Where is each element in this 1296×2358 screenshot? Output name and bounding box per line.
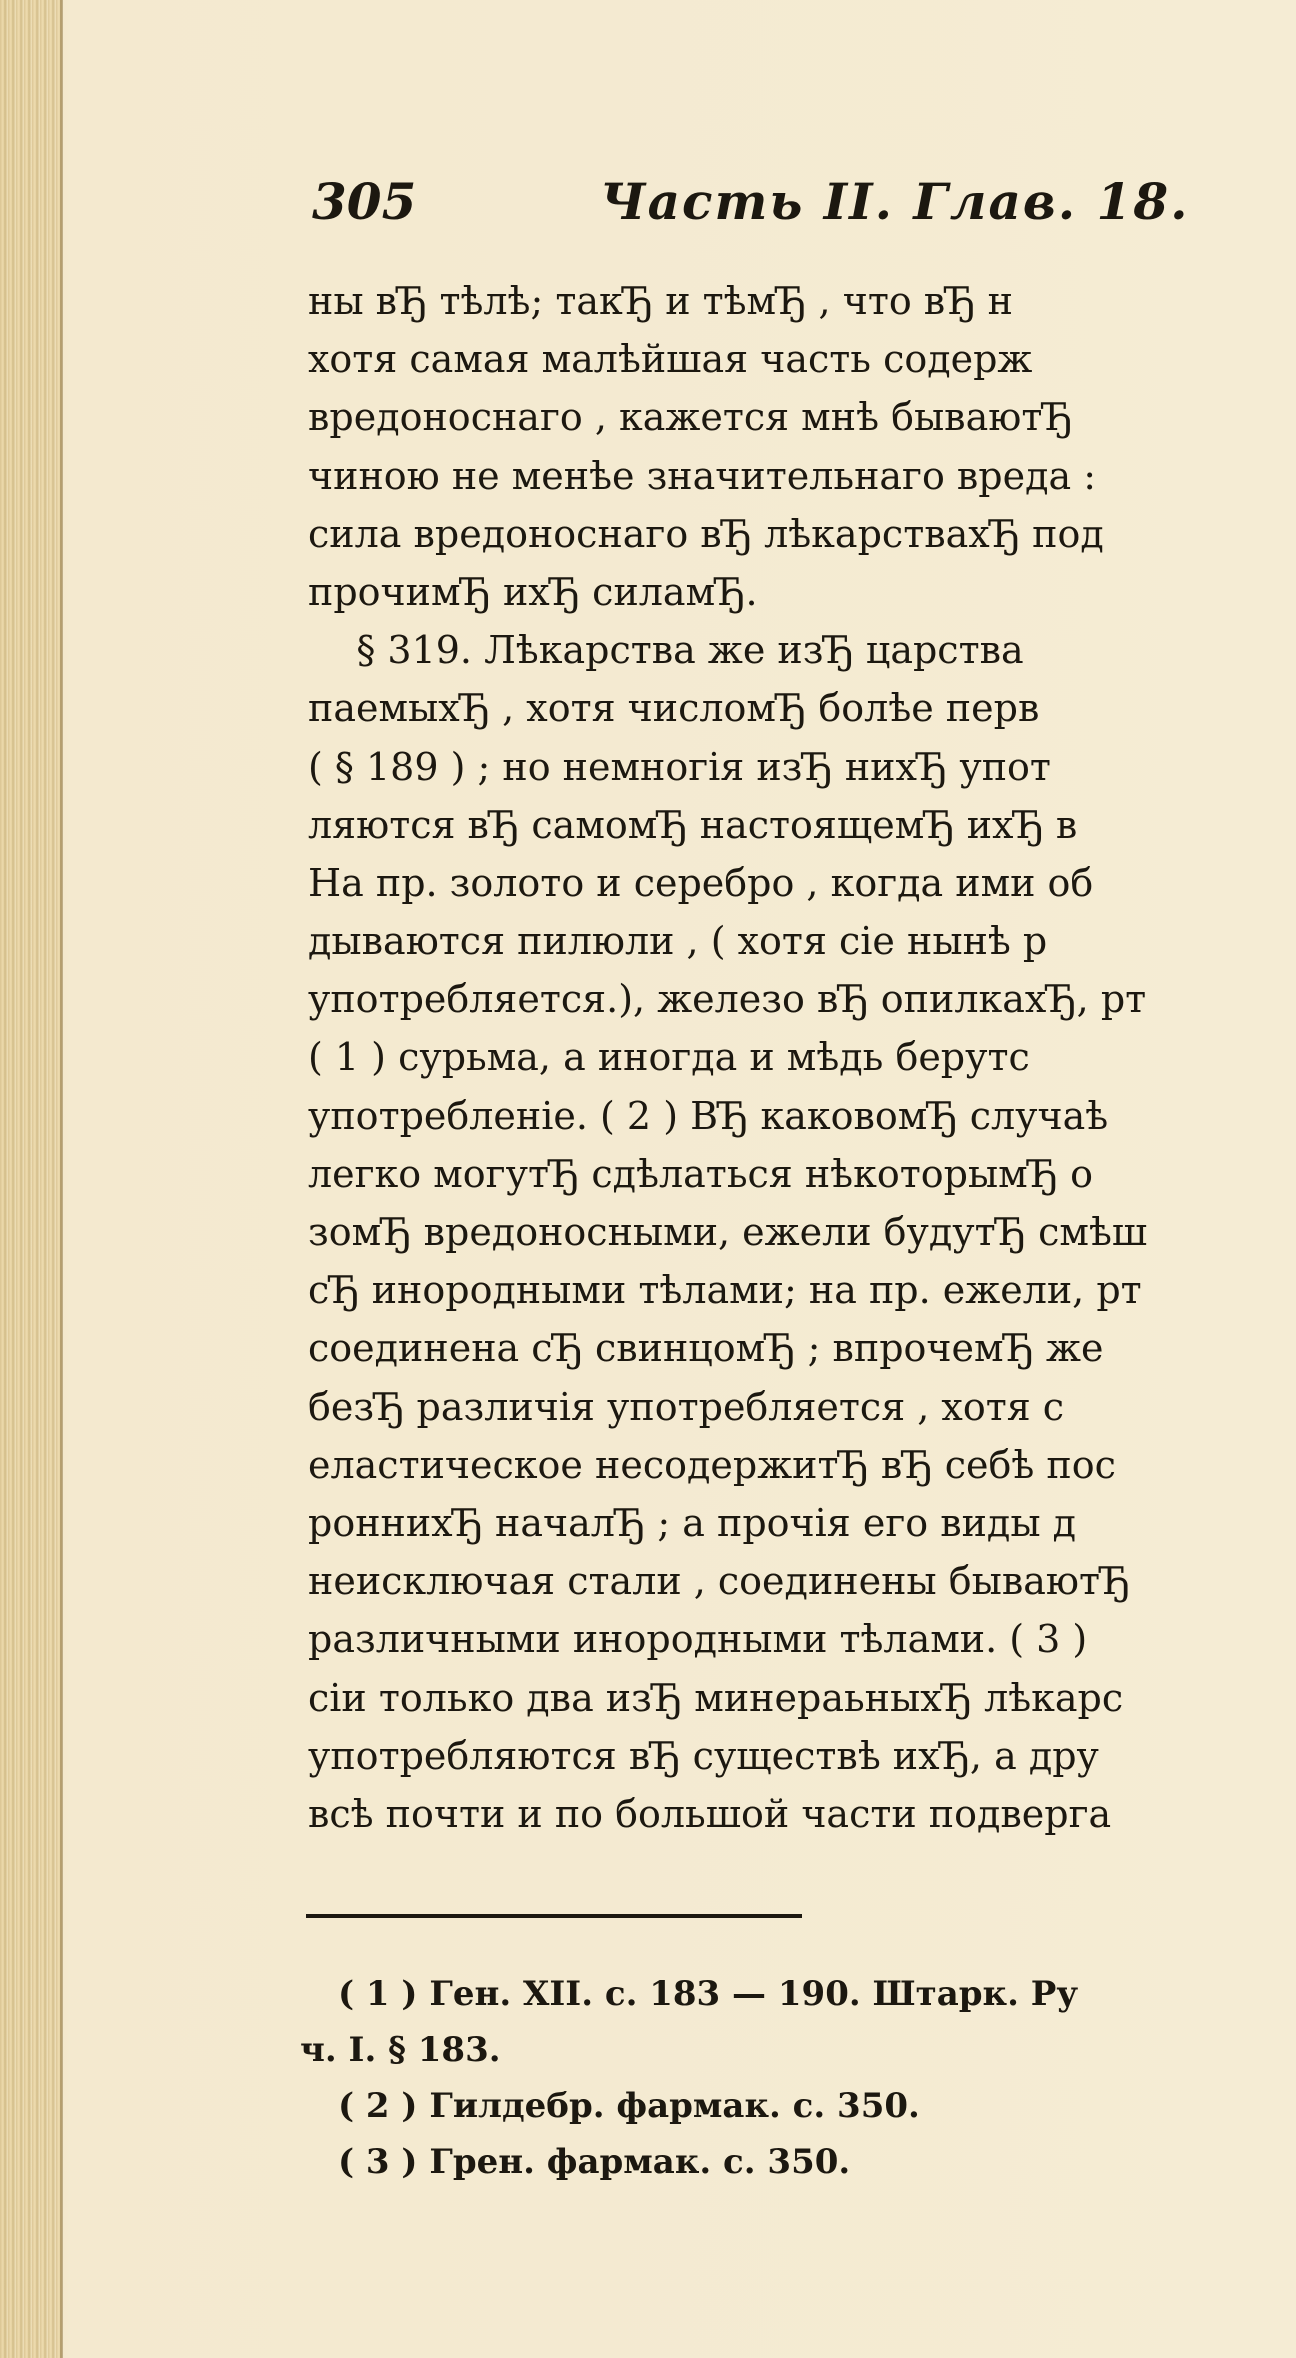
book-binding xyxy=(0,0,62,2358)
text-line: безЂ различія употребляется , хотя с xyxy=(308,1384,1065,1429)
text-line: дываются пилюли , ( хотя сіе нынѣ р xyxy=(308,919,1048,964)
footnote-line: ( 3 ) Грен. фармак. с. 350. xyxy=(338,2142,851,2182)
text-line: соединена сЂ свинцомЂ ; впрочемЂ же xyxy=(308,1326,1104,1371)
running-title: Часть II. Глав. 18. xyxy=(600,172,1190,231)
text-line: ляются вЂ самомЂ настоящемЂ ихЂ в xyxy=(308,802,1078,847)
text-line: На пр. золото и серебро , когда ими об xyxy=(308,860,1094,905)
page-header xyxy=(312,172,1296,242)
text-line: зомЂ вредоносными, ежели будутЂ смѣш xyxy=(308,1210,1148,1254)
text-line: § 319. Лѣкарства же изЂ царства xyxy=(308,628,1024,673)
text-line: ( § 189 ) ; но немногія изЂ нихЂ упот xyxy=(308,744,1051,789)
text-line: различными инородными тѣлами. ( 3 ) xyxy=(308,1617,1088,1662)
text-line: неисключая стали , соединены бываютЂ xyxy=(308,1559,1131,1604)
text-line: легко могутЂ сдѣлаться нѣкоторымЂ о xyxy=(308,1151,1094,1196)
text-line: еластическое несодержитЂ вЂ себѣ пос xyxy=(308,1442,1116,1487)
text-line: употребляется.), железо вЂ опилкахЂ, рт xyxy=(308,977,1147,1022)
text-line: прочимЂ ихЂ силамЂ. xyxy=(308,569,758,614)
text-line: роннихЂ началЂ ; а прочія его виды д xyxy=(308,1500,1077,1545)
text-line: сіи только два изЂ минераьныхЂ лѣкарс xyxy=(308,1675,1124,1720)
text-line: чиною не менѣе значительнаго вреда : xyxy=(308,453,1097,498)
binding-edge xyxy=(60,0,63,2358)
page-number: 305 xyxy=(312,172,417,231)
footnote-line: ( 2 ) Гилдебр. фармак. с. 350. xyxy=(338,2086,920,2126)
text-line: сила вредоноснаго вЂ лѣкарствахЂ под xyxy=(308,511,1104,556)
text-line: сЂ инородными тѣлами; на пр. ежели, рт xyxy=(308,1268,1142,1313)
text-line: хотя самая малѣйшая часть содерж xyxy=(308,337,1033,382)
text-line: вредоноснаго , кажется мнѣ бываютЂ xyxy=(308,395,1073,440)
footnote-rule xyxy=(306,1914,802,1918)
body-text xyxy=(308,272,1296,1843)
text-line: всѣ почти и по большой части подверга xyxy=(308,1791,1112,1836)
text-line: употребляются вЂ существѣ ихЂ, а дру xyxy=(308,1733,1099,1778)
text-line: ны вЂ тѣлѣ; такЂ и тѣмЂ , что вЂ н xyxy=(308,279,1013,323)
text-line: паемыхЂ , хотя числомЂ болѣе перв xyxy=(308,686,1040,731)
text-line: употребленіе. ( 2 ) ВЂ каковомЂ случаѣ xyxy=(308,1093,1109,1138)
footnotes xyxy=(300,1966,1296,2190)
footnote-line: ч. I. § 183. xyxy=(300,2030,501,2070)
footnote-line: ( 1 ) Ген. XII. с. 183 — 190. Штарк. Ру xyxy=(338,1974,1079,2014)
text-line: ( 1 ) сурьма, а иногда и мѣдь берутс xyxy=(308,1035,1030,1080)
